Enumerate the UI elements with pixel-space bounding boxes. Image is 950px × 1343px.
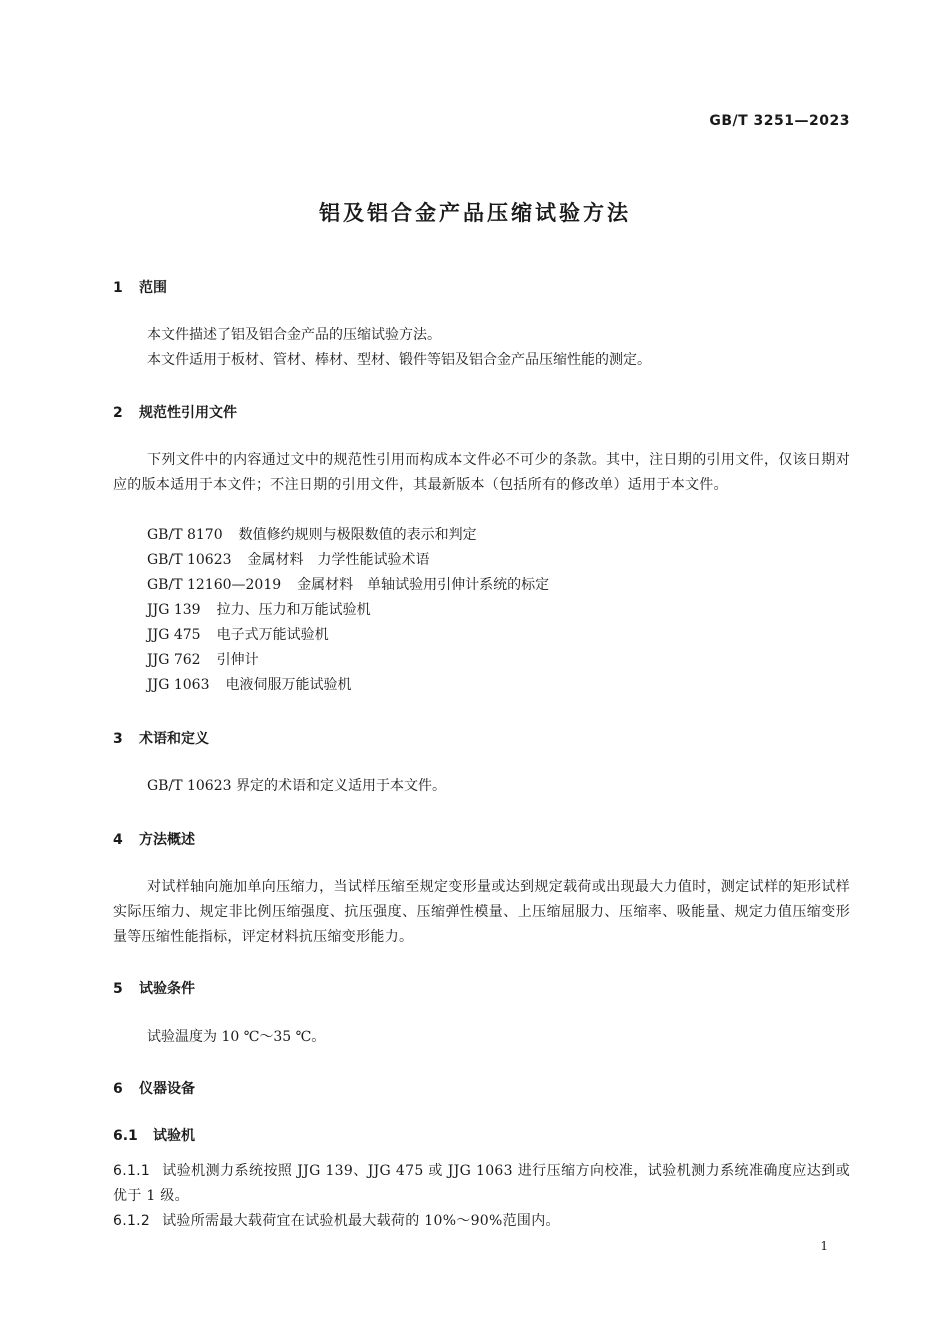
subsection-6-1-heading <box>113 1125 195 1145</box>
scope-line-1: 本文件描述了铝及铝合金产品的压缩试验方法。 <box>147 327 441 343</box>
subsection-number: 6.1 <box>113 1128 138 1144</box>
section-5-heading <box>113 978 195 998</box>
section-title: 仪器设备 <box>139 1081 195 1097</box>
clause-6-1-1 <box>113 1159 850 1209</box>
scope-line-2: 本文件适用于板材、管材、棒材、型材、锻件等铝及铝合金产品压缩性能的测定。 <box>147 352 651 368</box>
reference-title: 电子式万能试验机 <box>216 627 329 643</box>
reference-code: JJG 1063 <box>147 677 210 693</box>
reference-item <box>147 524 477 544</box>
reference-item <box>147 549 430 569</box>
reference-item <box>147 674 352 694</box>
test-conditions-text: 试验温度为 10 ℃～35 ℃。 <box>147 1029 326 1045</box>
reference-code: GB/T 10623 <box>147 552 232 568</box>
section-title: 规范性引用文件 <box>139 405 237 421</box>
document-title: 铝及铝合金产品压缩试验方法 <box>319 201 631 225</box>
section-number: 2 <box>113 405 123 421</box>
subsection-title: 试验机 <box>153 1128 195 1144</box>
section-title: 范围 <box>139 280 167 296</box>
section-number: 3 <box>113 731 123 747</box>
section-title: 术语和定义 <box>139 731 209 747</box>
reference-code: JJG 475 <box>147 627 201 643</box>
reference-code: JJG 139 <box>147 602 201 618</box>
section-3-heading <box>113 728 209 748</box>
reference-item <box>147 649 259 669</box>
clause-number: 6.1.1 <box>113 1163 151 1179</box>
section-title: 试验条件 <box>139 981 195 997</box>
reference-title: 数值修约规则与极限数值的表示和判定 <box>238 527 477 543</box>
section-1-heading <box>113 277 167 297</box>
reference-item <box>147 624 329 644</box>
section-2-heading <box>113 402 237 422</box>
section-4-heading <box>113 829 195 849</box>
references-intro: 下列文件中的内容通过文中的规范性引用而构成本文件必不可少的条款。其中，注日期的引用文件，仅该日期对应的版本适用于本文件；不注日期的引用文件，其最新版本（包括所有的修改单）适用于本文件。 <box>113 452 850 493</box>
reference-title: 引伸计 <box>216 652 259 668</box>
reference-title: 金属材料 力学性能试验术语 <box>247 552 430 568</box>
section-title: 方法概述 <box>139 832 195 848</box>
clause-number: 6.1.2 <box>113 1213 151 1229</box>
section-number: 6 <box>113 1081 123 1097</box>
reference-code: GB/T 12160—2019 <box>147 577 282 593</box>
method-overview-text: 对试样轴向施加单向压缩力，当试样压缩至规定变形量或达到规定载荷或出现最大力值时，测定试样的矩形试样实际压缩力、规定非比例压缩强度、抗压强度、压缩弹性模量、上压缩屈服力、压缩率、吸能量、规定力值压缩变形量等压缩性能指标，评定材料抗压缩变形能力。 <box>113 879 850 945</box>
reference-code: GB/T 8170 <box>147 527 223 543</box>
reference-item <box>147 574 549 594</box>
clause-text: 试验机测力系统按照 JJG 139、JJG 475 或 JJG 1063 进行压缩方向校准，试验机测力系统准确度应达到或优于 1 级。 <box>113 1163 850 1204</box>
clause-text: 试验所需最大载荷宜在试验机最大载荷的 10%～90%范围内。 <box>162 1213 560 1229</box>
page-number: 1 <box>820 1239 828 1253</box>
standard-number: GB/T 3251—2023 <box>709 113 850 129</box>
reference-title: 电液伺服万能试验机 <box>225 677 352 693</box>
reference-title: 金属材料 单轴试验用引伸计系统的标定 <box>297 577 550 593</box>
reference-title: 拉力、压力和万能试验机 <box>216 602 371 618</box>
section-number: 4 <box>113 832 123 848</box>
reference-code: JJG 762 <box>147 652 201 668</box>
clause-6-1-2 <box>113 1209 850 1234</box>
terms-text: GB/T 10623 界定的术语和定义适用于本文件。 <box>147 778 446 794</box>
section-6-heading <box>113 1078 195 1098</box>
reference-item <box>147 599 371 619</box>
section-number: 5 <box>113 981 123 997</box>
section-number: 1 <box>113 280 123 296</box>
